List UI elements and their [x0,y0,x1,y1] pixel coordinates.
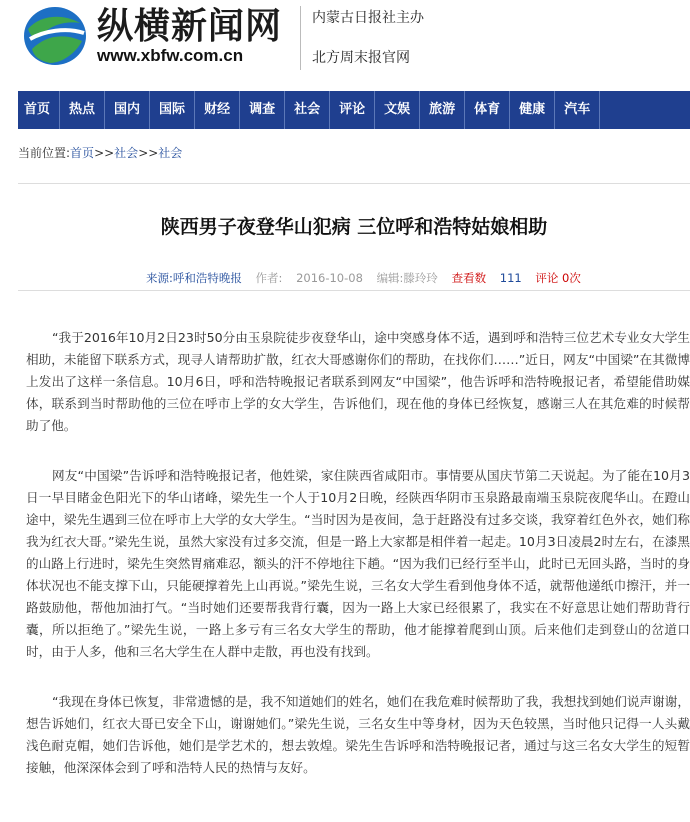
nav-item-finance[interactable]: 财经 [195,91,240,129]
nav-item-auto[interactable]: 汽车 [555,91,600,129]
nav-item-travel[interactable]: 旅游 [420,91,465,129]
article-paragraph: “我现在身体已恢复，非常遗憾的是，我不知道她们的姓名，她们在我危难时候帮助了我，我想找到她们说声谢谢，想告诉她们，红衣大哥已安全下山，谢谢她们。”梁先生说，三名女生中等身材，因为天色较黑，当时他只记得一人头戴浅色耐克帽，她们告诉他，她们是学艺术的，想去敦煌。梁先生告诉呼和浩特晚报记者，通过与这三名女大学生的短暂接触，他深深体会到了呼和浩特人民的热情与友好。 [26,694,690,775]
views-label: 查看数 [451,271,487,285]
views-count: 111 [499,271,522,285]
article-date: 2016-10-08 [296,271,363,285]
breadcrumb-separator: >> [138,146,159,160]
breadcrumb [18,144,182,161]
nav-item-sports[interactable]: 体育 [465,91,510,129]
breadcrumb-home-link[interactable]: 首页 [70,146,95,160]
article-editor: 编辑:滕玲玲 [376,271,438,285]
site-name[interactable]: 纵横新闻网 [97,5,283,47]
main-nav [18,91,690,129]
header-divider [300,6,301,70]
breadcrumb-label: 当前位置: [18,146,71,160]
nav-item-investigation[interactable]: 调查 [240,91,285,129]
host-line-1: 内蒙古日报社主办 [312,10,424,26]
nav-item-home[interactable]: 首页 [18,91,60,129]
article-paragraph: 网友“中国梁”告诉呼和浩特晚报记者，他姓梁，家住陕西省咸阳市。事情要从国庆节第二天说起。为了能在10月3日一早目睹金色阳光下的华山诸峰，梁先生一个人于10月2日晚，经陕西华阴市玉泉路最南端玉泉院夜爬华山。在蹬山途中，梁先生遇到三位在呼市上大学的女大学生。“当时因为是夜间，急于赶路没有过多交谈，我穿着红色外衣，她们称我为红衣大哥。”梁先生说，虽然大家没有过多交流，但是一路上大家都是相伴着一起走。10月3日凌晨2时左右，在漆黑的山路上行进时，梁先生突然胃痛难忍，额头的汗不停地往下趟。“因为我们已经行至半山，此时已无回头路，当时的身体状况也不能支撑下山，只能硬撑着先上山再说。”梁先生说，三名女大学生看到他身体不适，就帮他递纸巾擦汗，并一路鼓励他，帮他加油打气。“当时她们还要帮我背行囊，因为一路上大家已经很累了，我实在不好意思让她们帮助背行囊，所以拒绝了。”梁先生说，一路上多亏有三名女大学生的帮助，他才能撑着爬到山顶。后来他们走到登山的岔道口时，由于人多，他和三名大学生在人群中走散，再也没有找到。 [26,468,690,659]
nav-item-society[interactable]: 社会 [285,91,330,129]
nav-item-domestic[interactable]: 国内 [105,91,150,129]
nav-item-international[interactable]: 国际 [150,91,195,129]
divider [18,183,690,184]
article-paragraph: “我于2016年10月2日23时50分由玉泉院徒步夜登华山，途中突感身体不适，遇到呼和浩特三位艺术专业女大学生相助，未能留下联系方式，现寻人请帮助扩散，红衣大哥感谢你们的帮助，在找你们……”近日，网友“中国梁”在其微博上发出了这样一条信息。10月6日，呼和浩特晚报记者联系到网友“中国梁”，他告诉呼和浩特晚报记者，希望能借助媒体，联系到当时帮助他的三位在呼市上学的女大学生，告诉他们，现在他的身体已经恢复，感谢三人在其危难的时候帮助了他。 [26,330,690,433]
site-url[interactable]: www.xbfw.com.cn [97,46,244,65]
nav-item-entertainment[interactable]: 文娱 [375,91,420,129]
breadcrumb-separator: >> [94,146,115,160]
article-author: 作者: [255,271,283,285]
article-source[interactable]: 来源:呼和浩特晚报 [146,271,242,285]
divider [18,290,690,291]
breadcrumb-section-link[interactable]: 社会 [114,146,139,160]
article-views [452,271,522,285]
article-meta [146,270,591,286]
host-line-2: 北方周末报官网 [312,50,410,66]
breadcrumb-subsection-link[interactable]: 社会 [158,146,183,160]
nav-item-hot[interactable]: 热点 [60,91,105,129]
article-title: 陕西男子夜登华山犯病 三位呼和浩特姑娘相助 [160,216,548,238]
article-comments[interactable]: 评论 0次 [535,271,581,285]
nav-item-opinion[interactable]: 评论 [330,91,375,129]
globe-logo-icon[interactable] [22,5,88,67]
nav-item-health[interactable]: 健康 [510,91,555,129]
article-body [26,327,690,807]
site-header [0,0,690,80]
